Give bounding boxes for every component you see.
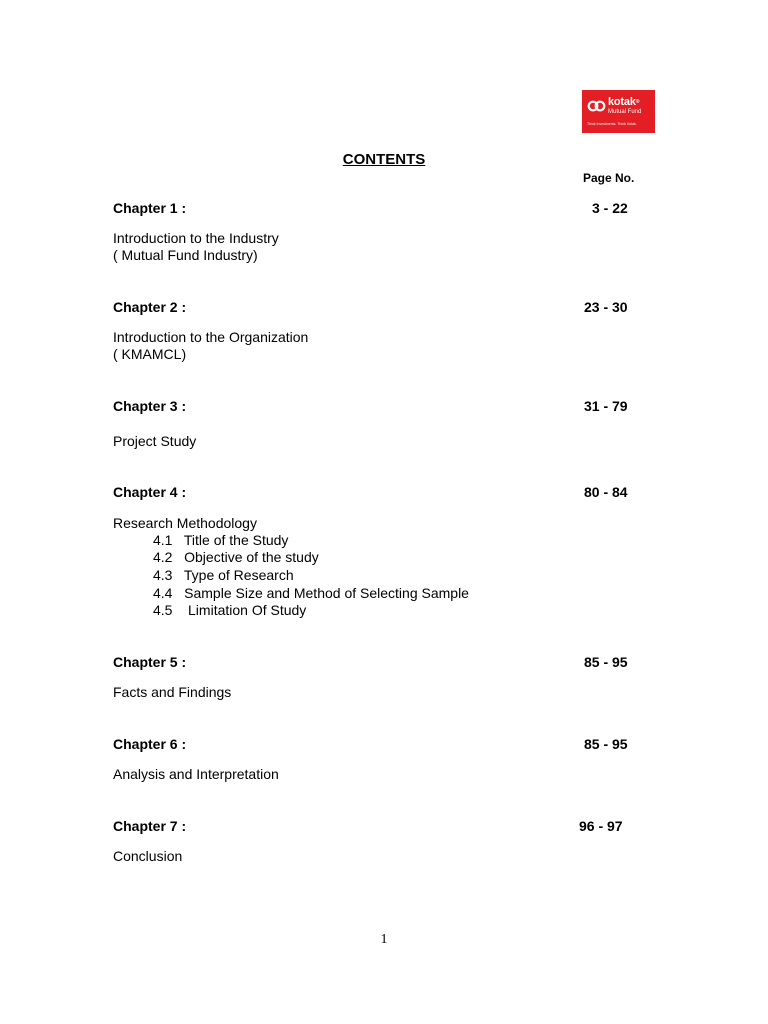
chapter-5-pages: 85 - 95 bbox=[584, 654, 628, 670]
chapter-7-pages: 96 - 97 bbox=[579, 818, 623, 834]
chapter-2-description bbox=[113, 329, 308, 363]
chapter-7-desc-line: Conclusion bbox=[113, 848, 183, 864]
chapter-1-pages: 3 - 22 bbox=[592, 200, 628, 216]
chapter-4-label: Chapter 4 : bbox=[113, 484, 187, 500]
chapter-1-desc-line: Introduction to the Industry bbox=[113, 230, 279, 246]
subsection-4-2: 4.2 Objective of the study bbox=[153, 549, 319, 565]
chapter-1-description bbox=[113, 230, 279, 264]
chapter-2-desc-line: Introduction to the Organization bbox=[113, 329, 309, 345]
chapter-6-desc-line: Analysis and Interpretation bbox=[113, 766, 279, 782]
subsection-4-5: 4.5 Limitation Of Study bbox=[153, 602, 307, 618]
chapter-2-desc-line: ( KMAMCL) bbox=[113, 346, 187, 362]
chapter-6-pages: 85 - 95 bbox=[584, 736, 628, 752]
subsection-4-3: 4.3 Type of Research bbox=[153, 567, 294, 583]
chapter-2-label: Chapter 2 : bbox=[113, 299, 187, 315]
chapter-5-desc-line: Facts and Findings bbox=[113, 684, 232, 700]
subsection-4-4: 4.4 Sample Size and Method of Selecting Sample bbox=[153, 585, 469, 601]
infinity-logo-icon bbox=[587, 100, 606, 112]
chapter-4-pages: 80 - 84 bbox=[584, 484, 628, 500]
chapter-3-desc-line: Project Study bbox=[113, 433, 197, 449]
logo-brand: kotak® bbox=[608, 96, 640, 108]
chapter-4-description bbox=[113, 515, 257, 532]
chapter-6-label: Chapter 6 : bbox=[113, 736, 187, 752]
chapter-7-description bbox=[113, 848, 182, 865]
chapter-2-pages: 23 - 30 bbox=[584, 299, 628, 315]
logo-subtitle: Mutual Fund bbox=[608, 109, 642, 115]
subsection-4-1: 4.1 Title of the Study bbox=[153, 532, 289, 548]
chapter-3-pages: 31 - 79 bbox=[584, 398, 628, 414]
page-title: CONTENTS bbox=[342, 151, 426, 168]
chapter-7-label: Chapter 7 : bbox=[113, 818, 187, 834]
chapter-1-label: Chapter 1 : bbox=[113, 200, 187, 216]
chapter-5-label: Chapter 5 : bbox=[113, 654, 187, 670]
chapter-3-description bbox=[113, 433, 196, 450]
chapter-3-label: Chapter 3 : bbox=[113, 398, 187, 414]
chapter-1-desc-line: ( Mutual Fund Industry) bbox=[113, 247, 258, 263]
kotak-logo bbox=[582, 90, 655, 133]
page-number: 1 bbox=[380, 932, 388, 947]
logo-tagline: Think Investments. Think Kotak. bbox=[587, 122, 637, 126]
page-no-header: Page No. bbox=[583, 171, 635, 185]
chapter-6-description bbox=[113, 766, 279, 783]
chapter-5-description bbox=[113, 684, 231, 701]
chapter-4-desc-line: Research Methodology bbox=[113, 515, 257, 531]
